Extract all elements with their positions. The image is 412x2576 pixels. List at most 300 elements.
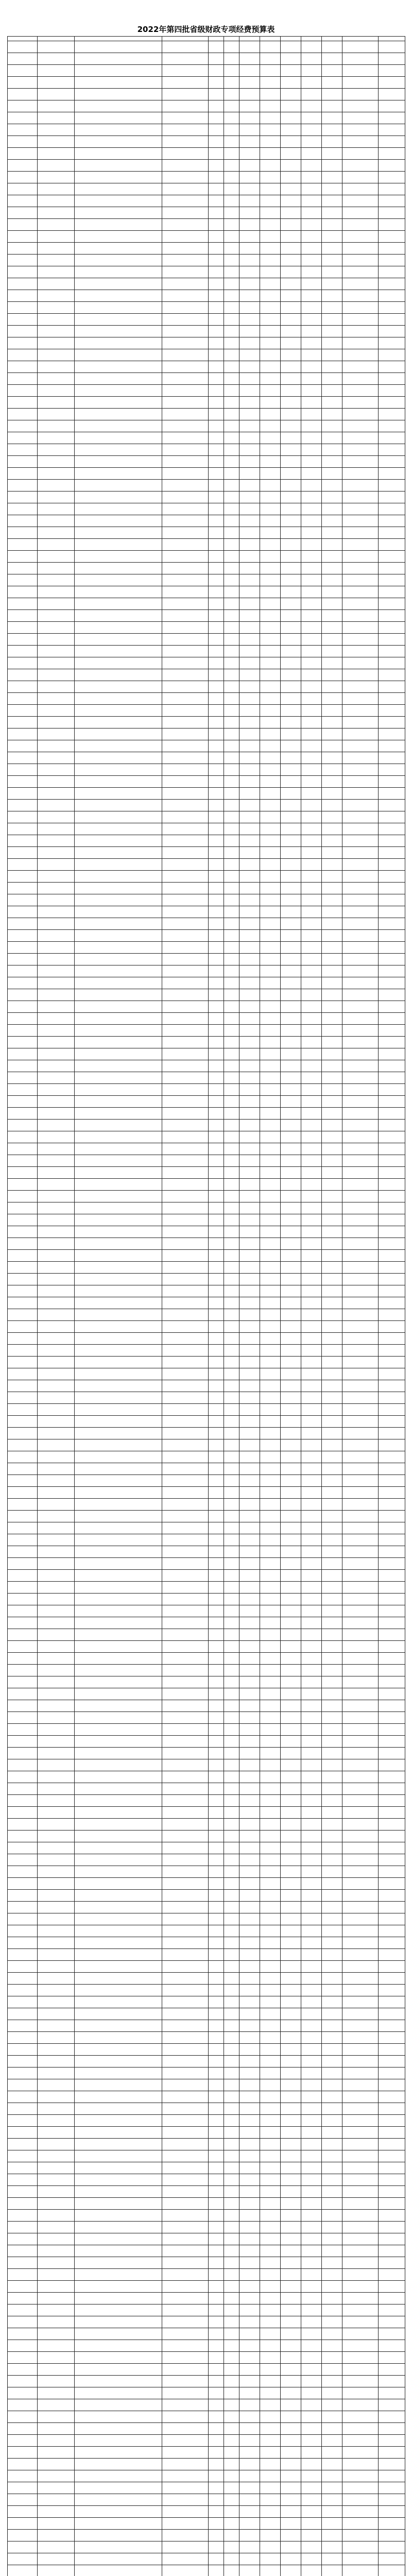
table-cell — [379, 148, 405, 160]
table-cell — [224, 243, 239, 255]
table-cell — [342, 2091, 379, 2103]
table-cell — [224, 2091, 239, 2103]
table-row — [8, 1037, 405, 1048]
table-cell — [239, 2565, 260, 2576]
table-cell — [38, 894, 75, 906]
table-cell — [322, 1475, 342, 1487]
table-cell — [281, 326, 301, 337]
table-cell — [239, 717, 260, 728]
table-cell — [281, 2079, 301, 2091]
header-cell — [260, 37, 281, 41]
table-cell — [209, 1558, 224, 1570]
table-cell — [38, 1712, 75, 1724]
table-cell — [162, 835, 209, 847]
table-cell — [75, 456, 162, 468]
table-cell — [379, 1108, 405, 1120]
table-row — [8, 1167, 405, 1179]
table-cell — [209, 1380, 224, 1392]
table-cell — [281, 112, 301, 124]
table-cell — [162, 1380, 209, 1392]
table-cell — [38, 2245, 75, 2257]
table-cell — [8, 2198, 38, 2210]
table-cell — [224, 1463, 239, 1475]
table-cell — [301, 1570, 322, 1582]
table-cell — [379, 1546, 405, 1558]
table-cell — [239, 2245, 260, 2257]
table-cell — [379, 965, 405, 977]
table-cell — [322, 326, 342, 337]
table-cell — [38, 2269, 75, 2281]
table-cell — [224, 1167, 239, 1179]
table-cell — [239, 1949, 260, 1961]
table-cell — [322, 2162, 342, 2174]
table-cell — [162, 1925, 209, 1937]
table-cell — [281, 811, 301, 823]
table-cell — [162, 2506, 209, 2518]
table-cell — [75, 89, 162, 100]
table-cell — [260, 1345, 281, 1357]
table-cell — [281, 859, 301, 871]
table-cell — [239, 563, 260, 574]
table-cell — [224, 1913, 239, 1925]
table-cell — [281, 1143, 301, 1155]
table-row — [8, 2565, 405, 2576]
table-cell — [379, 930, 405, 942]
table-row — [8, 989, 405, 1001]
table-row — [8, 2340, 405, 2352]
table-cell — [239, 1961, 260, 1973]
table-cell — [209, 1582, 224, 1594]
table-cell — [209, 349, 224, 361]
table-cell — [322, 1759, 342, 1771]
table-cell — [301, 1973, 322, 1985]
table-cell — [260, 740, 281, 752]
table-cell — [379, 1594, 405, 1605]
table-cell — [260, 2470, 281, 2482]
table-cell — [342, 2245, 379, 2257]
table-cell — [281, 1890, 301, 1902]
table-row — [8, 811, 405, 823]
table-cell — [379, 2127, 405, 2139]
table-cell — [379, 2459, 405, 2470]
table-cell — [162, 207, 209, 219]
table-cell — [342, 906, 379, 918]
table-cell — [239, 1878, 260, 1890]
table-cell — [239, 1380, 260, 1392]
table-cell — [260, 2304, 281, 2316]
table-cell — [75, 2423, 162, 2435]
table-cell — [260, 1475, 281, 1487]
table-cell — [379, 2293, 405, 2304]
table-cell — [281, 1499, 301, 1511]
table-cell — [75, 823, 162, 835]
table-cell — [301, 669, 322, 681]
table-cell — [224, 1582, 239, 1594]
table-cell — [8, 1060, 38, 1072]
table-row — [8, 207, 405, 219]
table-row — [8, 764, 405, 776]
table-cell — [239, 1842, 260, 1854]
table-cell — [260, 2399, 281, 2411]
table-cell — [224, 776, 239, 788]
table-cell — [379, 503, 405, 515]
header-cell — [342, 37, 379, 41]
table-cell — [38, 1748, 75, 1759]
table-cell — [281, 788, 301, 800]
table-cell — [38, 2304, 75, 2316]
table-cell — [162, 1131, 209, 1143]
table-cell — [239, 53, 260, 65]
table-cell — [301, 646, 322, 657]
table-cell — [8, 1617, 38, 1629]
table-cell — [260, 1439, 281, 1451]
table-cell — [379, 1416, 405, 1428]
table-cell — [162, 1321, 209, 1333]
table-cell — [281, 2245, 301, 2257]
table-cell — [379, 1274, 405, 1285]
table-cell — [301, 2067, 322, 2079]
table-cell — [75, 1700, 162, 1712]
table-cell — [75, 1522, 162, 1534]
table-cell — [224, 1214, 239, 1226]
table-cell — [162, 2091, 209, 2103]
table-cell — [301, 918, 322, 930]
table-cell — [322, 1167, 342, 1179]
table-cell — [38, 2340, 75, 2352]
table-cell — [75, 1345, 162, 1357]
table-cell — [301, 1783, 322, 1795]
table-cell — [281, 183, 301, 195]
table-cell — [209, 586, 224, 598]
table-cell — [379, 918, 405, 930]
table-cell — [342, 551, 379, 563]
table-cell — [342, 1902, 379, 1913]
table-row — [8, 65, 405, 77]
table-cell — [281, 503, 301, 515]
table-cell — [260, 823, 281, 835]
table-cell — [8, 681, 38, 693]
table-cell — [301, 2020, 322, 2032]
table-cell — [379, 1321, 405, 1333]
table-row — [8, 255, 405, 266]
table-cell — [162, 1807, 209, 1819]
table-cell — [75, 1060, 162, 1072]
table-cell — [322, 1594, 342, 1605]
table-cell — [322, 420, 342, 432]
table-cell — [209, 172, 224, 183]
table-cell — [8, 361, 38, 373]
table-cell — [75, 681, 162, 693]
table-cell — [342, 2447, 379, 2459]
table-cell — [281, 1048, 301, 1060]
table-cell — [8, 1724, 38, 1736]
table-cell — [8, 1025, 38, 1037]
table-cell — [224, 1866, 239, 1878]
table-cell — [239, 1428, 260, 1439]
table-cell — [209, 2565, 224, 2576]
table-row — [8, 1475, 405, 1487]
table-cell — [8, 1202, 38, 1214]
table-cell — [209, 337, 224, 349]
table-cell — [209, 1878, 224, 1890]
table-cell — [322, 1285, 342, 1297]
table-cell — [342, 2518, 379, 2530]
table-cell — [38, 2044, 75, 2056]
table-cell — [209, 2222, 224, 2233]
table-cell — [301, 883, 322, 894]
table-cell — [322, 2435, 342, 2447]
table-cell — [224, 1570, 239, 1582]
table-row — [8, 1688, 405, 1700]
table-cell — [301, 41, 322, 53]
table-cell — [301, 53, 322, 65]
table-cell — [322, 859, 342, 871]
table-cell — [224, 1345, 239, 1357]
table-cell — [281, 219, 301, 231]
table-cell — [322, 2530, 342, 2541]
table-cell — [162, 954, 209, 965]
table-cell — [8, 2222, 38, 2233]
table-cell — [239, 2411, 260, 2423]
table-cell — [162, 2233, 209, 2245]
table-cell — [38, 740, 75, 752]
table-cell — [342, 634, 379, 646]
table-cell — [322, 444, 342, 456]
table-cell — [322, 811, 342, 823]
table-cell — [281, 2494, 301, 2506]
table-row — [8, 444, 405, 456]
table-cell — [38, 2328, 75, 2340]
table-cell — [162, 811, 209, 823]
table-cell — [342, 1712, 379, 1724]
table-cell — [260, 918, 281, 930]
table-cell — [260, 1428, 281, 1439]
table-row — [8, 1214, 405, 1226]
table-row — [8, 326, 405, 337]
table-cell — [301, 314, 322, 326]
table-cell — [75, 1653, 162, 1665]
table-cell — [379, 539, 405, 551]
table-cell — [301, 2174, 322, 2186]
table-cell — [209, 2293, 224, 2304]
table-cell — [162, 2494, 209, 2506]
table-cell — [239, 1558, 260, 1570]
table-cell — [38, 255, 75, 266]
table-cell — [301, 1665, 322, 1676]
table-row — [8, 1143, 405, 1155]
table-cell — [322, 977, 342, 989]
table-cell — [224, 800, 239, 811]
table-cell — [342, 41, 379, 53]
table-cell — [342, 444, 379, 456]
table-cell — [75, 610, 162, 622]
table-cell — [322, 1522, 342, 1534]
table-cell — [281, 349, 301, 361]
table-cell — [38, 2174, 75, 2186]
table-cell — [162, 2245, 209, 2257]
table-cell — [8, 1712, 38, 1724]
table-cell — [260, 930, 281, 942]
table-cell — [209, 100, 224, 112]
table-cell — [301, 1463, 322, 1475]
table-cell — [379, 1842, 405, 1854]
table-cell — [301, 349, 322, 361]
table-cell — [209, 942, 224, 954]
table-cell — [209, 1665, 224, 1676]
table-cell — [301, 2328, 322, 2340]
table-cell — [162, 551, 209, 563]
table-cell — [8, 456, 38, 468]
table-cell — [342, 1357, 379, 1368]
table-cell — [75, 480, 162, 492]
table-cell — [38, 2565, 75, 2576]
table-cell — [260, 1451, 281, 1463]
table-cell — [239, 705, 260, 717]
table-cell — [8, 1653, 38, 1665]
table-row — [8, 551, 405, 563]
table-cell — [224, 1487, 239, 1499]
table-cell — [281, 2103, 301, 2115]
table-cell — [162, 1333, 209, 1345]
table-cell — [342, 2435, 379, 2447]
table-cell — [75, 752, 162, 764]
table-cell — [281, 1700, 301, 1712]
table-cell — [8, 1143, 38, 1155]
table-cell — [322, 1582, 342, 1594]
table-cell — [239, 1700, 260, 1712]
table-row — [8, 480, 405, 492]
table-cell — [162, 2352, 209, 2364]
table-row — [8, 1001, 405, 1013]
table-cell — [260, 349, 281, 361]
table-cell — [301, 2553, 322, 2565]
table-cell — [281, 2447, 301, 2459]
table-cell — [260, 1285, 281, 1297]
table-cell — [379, 2198, 405, 2210]
table-cell — [38, 776, 75, 788]
table-cell — [8, 1321, 38, 1333]
table-cell — [224, 2518, 239, 2530]
table-row — [8, 1191, 405, 1202]
table-cell — [75, 1250, 162, 1262]
table-row — [8, 1985, 405, 1996]
table-cell — [38, 1333, 75, 1345]
table-cell — [75, 2127, 162, 2139]
table-cell — [281, 551, 301, 563]
table-cell — [301, 160, 322, 172]
table-cell — [239, 1854, 260, 1866]
table-cell — [75, 669, 162, 681]
table-cell — [38, 1771, 75, 1783]
table-cell — [8, 1925, 38, 1937]
table-cell — [162, 1795, 209, 1807]
table-cell — [75, 2530, 162, 2541]
table-cell — [281, 2482, 301, 2494]
table-cell — [342, 278, 379, 290]
table-cell — [301, 290, 322, 302]
table-cell — [260, 2233, 281, 2245]
table-cell — [38, 1795, 75, 1807]
table-row — [8, 1131, 405, 1143]
table-cell — [38, 2186, 75, 2198]
table-cell — [260, 1925, 281, 1937]
table-cell — [162, 100, 209, 112]
table-cell — [38, 278, 75, 290]
table-cell — [301, 1001, 322, 1013]
table-cell — [342, 1096, 379, 1108]
table-cell — [8, 2020, 38, 2032]
table-cell — [224, 278, 239, 290]
table-row — [8, 1274, 405, 1285]
table-cell — [301, 2518, 322, 2530]
table-cell — [239, 1688, 260, 1700]
table-cell — [224, 1060, 239, 1072]
table-cell — [342, 646, 379, 657]
table-cell — [239, 2506, 260, 2518]
table-cell — [38, 1167, 75, 1179]
table-cell — [75, 1854, 162, 1866]
table-cell — [379, 2008, 405, 2020]
table-cell — [75, 1594, 162, 1605]
table-cell — [260, 788, 281, 800]
table-cell — [75, 1333, 162, 1345]
table-cell — [342, 2470, 379, 2482]
table-cell — [322, 2127, 342, 2139]
table-cell — [224, 527, 239, 539]
table-cell — [301, 2494, 322, 2506]
table-cell — [239, 2233, 260, 2245]
table-cell — [379, 800, 405, 811]
table-row — [8, 2245, 405, 2257]
table-cell — [239, 1333, 260, 1345]
table-cell — [75, 2257, 162, 2269]
table-cell — [281, 172, 301, 183]
table-cell — [209, 705, 224, 717]
table-cell — [224, 1048, 239, 1060]
table-cell — [8, 1380, 38, 1392]
table-cell — [239, 480, 260, 492]
table-cell — [301, 977, 322, 989]
table-cell — [260, 610, 281, 622]
table-cell — [281, 1688, 301, 1700]
table-cell — [260, 432, 281, 444]
table-cell — [75, 539, 162, 551]
table-cell — [301, 1629, 322, 1641]
table-cell — [301, 2352, 322, 2364]
table-cell — [209, 965, 224, 977]
table-cell — [342, 1771, 379, 1783]
table-cell — [209, 361, 224, 373]
table-cell — [260, 1712, 281, 1724]
table-cell — [224, 539, 239, 551]
table-cell — [281, 1238, 301, 1250]
table-cell — [260, 266, 281, 278]
table-row — [8, 752, 405, 764]
table-cell — [162, 1866, 209, 1878]
table-cell — [342, 2056, 379, 2067]
table-cell — [322, 1783, 342, 1795]
table-cell — [75, 1878, 162, 1890]
table-cell — [239, 1534, 260, 1546]
table-cell — [322, 1878, 342, 1890]
table-cell — [301, 1996, 322, 2008]
table-cell — [75, 1985, 162, 1996]
table-cell — [260, 847, 281, 859]
table-row — [8, 2364, 405, 2376]
table-row — [8, 1499, 405, 1511]
table-cell — [322, 1866, 342, 1878]
table-cell — [38, 930, 75, 942]
